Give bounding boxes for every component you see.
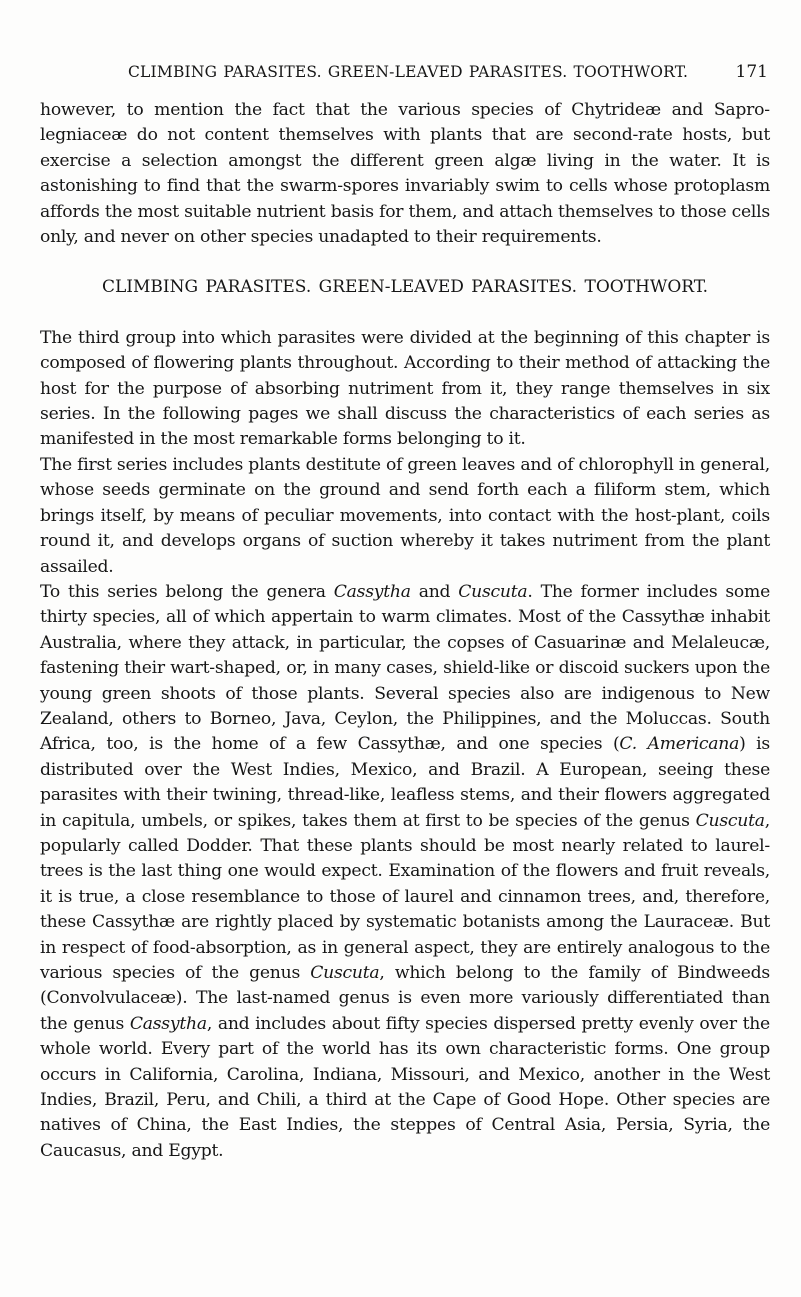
- body-text: [40, 98, 770, 1164]
- paragraph-1: however, to mention the fact that the various species of Chytrideæ and Saprolegniaceæ do not content themselves with plants that are second-rate hosts, but exercise a selection amongst the different green algæ living in the water. It is astonishing to find that the swarm-spores invariably swim to cells whose protoplasm affords the most suitable nutrient basis for them, and attach themselves to those cells only, and never on other species unadapted to their requirements.: [40, 100, 770, 248]
- p4-text-d: ) is distributed over the West Indies, Mexico, and Brazil. A European, seeing these parasites with their twining, thread-like, leafless stems, and their flowers aggregated in capitula, umbels, or spikes, takes them at first to be species of the genus: [40, 734, 770, 831]
- genus-cassytha: Cassytha: [333, 581, 411, 602]
- paragraph-4: [40, 580, 770, 1164]
- genus-cassytha: Cassytha: [129, 1013, 207, 1034]
- section-heading: CLIMBING PARASITES. GREEN-LEAVED PARASITES. TOOTHWORT.: [101, 277, 709, 298]
- paragraph-2: The third group into which parasites were divided at the beginning of this chapter is composed of flowering plants throughout. According to their method of attacking the host for the purpose of absorbing nutriment from it, they range themselves in six series. In the following pages we shall discuss the characteristics of each series as manifested in the most remarkable forms belonging to it.: [40, 327, 770, 450]
- page-number: 171: [735, 62, 768, 82]
- genus-cuscuta: Cuscuta: [695, 810, 765, 831]
- genus-cuscuta: Cuscuta: [458, 581, 528, 602]
- p4-text-g: , and includes about fifty species dispersed pretty evenly over the whole world. Every part of the world has its own characteristic forms. One group occurs in California, Carolina, Indiana, Missouri, and Mexico, another in the West Indies, Brazil, Peru, and Chili, a third at the Cape of Good Hope. Other species are natives of China, the East Indies, the steppes of Central Asia, Persia, Syria, the Caucasus, and Egypt.: [40, 1013, 770, 1161]
- p4-text-f: , which belong to the family of Bindweeds (Convolvulaceæ). The last-named genus is even more variously differentiated than the genus: [40, 963, 770, 1034]
- running-header-title: CLIMBING PARASITES. GREEN-LEAVED PARASITES. TOOTHWORT.: [128, 63, 689, 81]
- p4-text-b: and: [410, 581, 459, 602]
- p4-text-a: To this series belong the genera: [40, 581, 334, 602]
- paragraph-3: The first series includes plants destitute of green leaves and of chlorophyll in general, whose seeds germinate on the ground and send forth each a filiform stem, which brings itself, by means of peculiar movements, into contact with the host-plant, coils round it, and develops organs of suction whereby it takes nutriment from the plant assailed.: [40, 454, 770, 577]
- p4-text-e: , popularly called Dodder. That these plants should be most nearly related to laurel-trees is the last thing one would expect. Examination of the flowers and fruit reveals, it is true, a close resemblance to those of laurel and cinnamon trees, and, therefore, these Cassythæ are rightly placed by systematic botanists among the Lauraceæ. But in respect of food-absorption, as in general aspect, they are entirely analogous to the various species of the genus: [40, 810, 770, 983]
- species-c-americana: C. Americana: [619, 734, 740, 755]
- genus-cuscuta: Cuscuta: [310, 963, 380, 983]
- p4-text-c: . The former includes some thirty species, all of which appertain to warm climates. Most of the Cassythæ inhabit Australia, where they attack, in particular, the copses of Casuarinæ and Melaleucæ, fastening their wart-shaped, or, in many cases, shield-like or discoid suckers upon the young green shoots of those plants. Several species also are indigenous to New Zealand, others to Borneo, Java, Ceylon, the Philippines, and the Moluccas. South Africa, too, is the home of a few Cassythæ, and one species (: [40, 581, 771, 755]
